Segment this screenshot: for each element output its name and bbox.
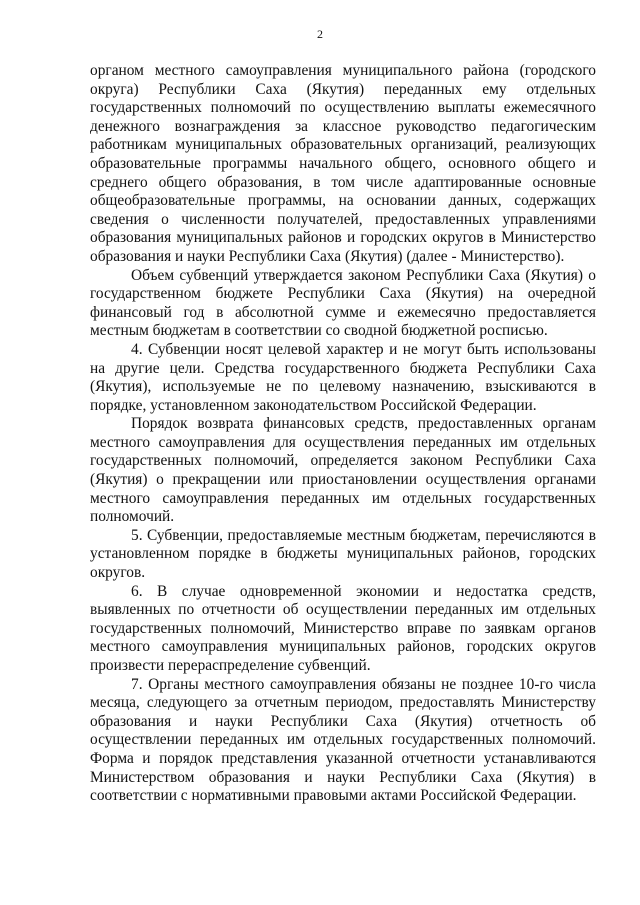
- paragraph-continuation: органом местного самоуправления муниципального района (городского округа) Республики Саха (Якутия) переданных ему отдельных государственных полномочий по осуществлению выплаты ежемесячного денежного вознаграждения за классное руководство педагогическим работникам муниципальных образовательных организаций, реализующих образовательные программы начального общего, основного общего и среднего общего образования, в том числе адаптированные основные общеобразовательные программы, на основании данных, содержащих сведения о численности получателей, предоставленных управлениями образования муниципальных районов и городских округов в Министерство образования и науки Республики Саха (Якутия) (далее - Министерство).: [90, 62, 596, 265]
- paragraph-subvention-volume: Объем субвенций утверждается законом Республики Саха (Якутия) о государственном бюджете Республики Саха (Якутия) на очередной финансовый год в абсолютной сумме и ежемесячно предоставляется местным бюджетам в соответствии со сводной бюджетной росписью.: [90, 266, 596, 340]
- paragraph-item-5: 5. Субвенции, предоставляемые местным бюджетам, перечисляются в установленном порядке в бюджеты муниципальных районов, городских округов.: [90, 526, 596, 582]
- paragraph-item-7: 7. Органы местного самоуправления обязаны не позднее 10-го числа месяца, следующего за отчетным периодом, предоставлять Министерству образования и науки Республики Саха (Якутия) отчетность об осуществлении переданных им отдельных государственных полномочий. Форма и порядок представления указанной отчетности устанавливаются Министерством образования и науки Республики Саха (Якутия) в соответствии с нормативными правовыми актами Российской Федерации.: [90, 675, 596, 805]
- paragraph-return-procedure: Порядок возврата финансовых средств, предоставленных органам местного самоуправления для осуществления переданных им отдельных государственных полномочий, определяется законом Республики Саха (Якутия) о прекращении или приостановлении осуществления органами местного самоуправления переданных им отдельных государственных полномочий.: [90, 415, 596, 526]
- page-number: 2: [317, 27, 323, 41]
- paragraph-item-4: 4. Субвенции носят целевой характер и не могут быть использованы на другие цели. Средства государственного бюджета Республики Саха (Якутия), используемые не по целевому назначению, взыскиваются в порядке, установленном законодательством Российской Федерации.: [90, 340, 596, 414]
- paragraph-item-6: 6. В случае одновременной экономии и недостатка средств, выявленных по отчетности об осуществлении переданных им отдельных государственных полномочий, Министерство вправе по заявкам органов местного самоуправления муниципальных районов, городских округов произвести перераспределение субвенций.: [90, 582, 596, 674]
- document-body: [90, 62, 596, 806]
